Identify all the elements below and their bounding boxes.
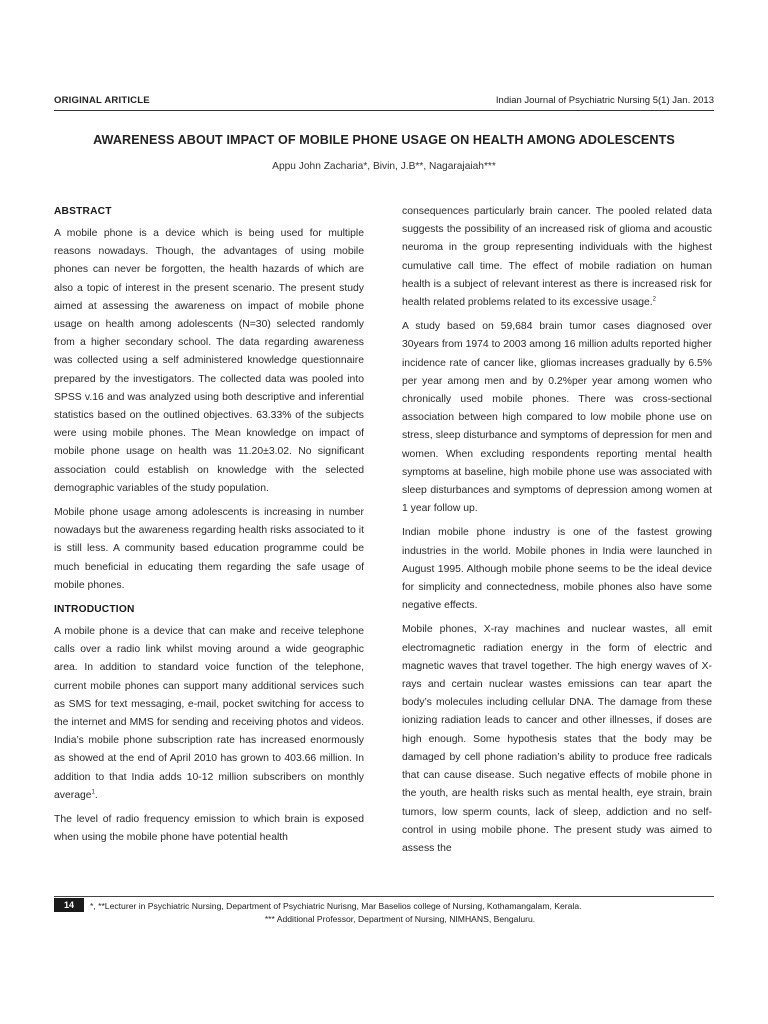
left-column [54,203,364,854]
reference-marker-1: 1 [91,789,95,796]
footer-rule [54,896,714,897]
footnote-affiliation-1: *, **Lecturer in Psychiatric Nursing, Department of Psychiatric Nurisng, Mar Baselios college of Nursing, Kothamangalam, Kerala. [90,901,582,911]
author-list: Appu John Zacharia*, Bivin, J.B**, Nagarajaiah*** [272,161,496,172]
right-paragraph-3: Indian mobile phone industry is one of the fastest growing industries in the world. Mobile phones in India were launched in August 1995. Although mobile phone seems to be the ideal device for simplicity and connectedness, mobile phones also have some negative effects. [402,527,712,612]
introduction-paragraph-2: The level of radio frequency emission to which brain is exposed when using the mobile phone have potential health [54,814,364,844]
right-paragraph-1 [402,203,712,312]
header-rule [54,110,714,111]
abstract-heading: ABSTRACT [54,206,112,217]
page-number: 14 [54,898,84,912]
abstract-paragraph-1: A mobile phone is a device which is being used for multiple reasons nowadays. Though, the advantages of using mobile phones can never be forgotten, the health hazards of which are also a topic of interest in the present scenario. The present study aimed at assessing the awareness on impact of mobile phone usage on health among adolescents (N=30) selected randomly from a higher secondary school. The data regarding awareness was collected using a self administered knowledge questionnaire prepared by the investigators. The collected data was pooled into SPSS v.16 and was analyzed using both descriptive and inferential statistics based on the outlined objectives. 63.33% of the subjects were using mobile phones. The Mean knowledge on impact of mobile phone usage on health was 11.20±3.02. No significant association could establish on knowledge with the selected demographic variables of the study population. [54,228,364,494]
footnote-affiliation-2: *** Additional Professor, Department of Nursing, NIMHANS, Bengaluru. [264,914,536,925]
journal-citation: Indian Journal of Psychiatric Nursing 5(1) Jan. 2013 [495,95,714,106]
reference-marker-2: 2 [652,296,657,303]
right-paragraph-1-text: consequences particularly brain cancer. The pooled related data suggests the possibility of an increased risk of glioma and acoustic neuroma in the group representing individuals with the highest cumulative call time. The effect of mobile radiation on human health is a subject of relevant interest as there is increased risk for health related problems related to its excessive usage. [402,206,712,309]
right-paragraph-4: Mobile phones, X-ray machines and nuclear wastes, all emit electromagnetic radiation energy in the form of electric and magnetic waves that travel together. The high energy waves of X- rays and certain nuclear wastes emissions can tear apart the body’s molecules including cellular DNA. The damage from these ionizing radiation leads to cancer and other illnesses, if doses are high enough. Some hypothesis states that the body may be damaged by cell phone radiation’s ability to produce free radicals that can cause disease. Such negative effects of mobile phone in the youth, are health risks such as mental health, eye strain, brain tumors, low sperm counts, lack of sleep, addiction and no self-control in using mobile phone. The present study was aimed to assess the [402,624,712,854]
footnotes [90,900,710,927]
introduction-paragraph-1-text: A mobile phone is a device that can make and receive telephone calls over a radio link whilst moving around a wide geographic area. In addition to standard voice function of the telephone, current mobile phones can support many additional services such as SMS for text messaging, e-mail, pocket switching for access to the internet and MMS for sending and receiving photos and videos. India’s mobile phone subscription rate has increased enormously as showed at the end of April 2010 has grown to 403.66 million. In addition to that India adds 10-12 million subscribers on monthly average [54,626,364,801]
article-title: AWARENESS ABOUT IMPACT OF MOBILE PHONE USAGE ON HEALTH AMONG ADOLESCENTS [93,133,675,147]
section-label: ORIGINAL ARITICLE [54,95,150,106]
right-paragraph-2: A study based on 59,684 brain tumor cases diagnosed over 30years from 1974 to 2003 among 16 million adults reported higher incidence rate of cancer like, gliomas increases gradually by 6.5% per year among men and by 0.2%per year among women who chronically used mobile phones. There was cross-sectional association between high compared to low mobile phone use on stress, sleep disturbance and symptoms of depression for men and women. When excluding respondents reporting mental health symptoms at baseline, high mobile phone use was associated with sleep disturbances and symptoms of depression among women at 1 year follow up. [402,321,712,515]
right-column [402,203,712,864]
introduction-paragraph-1-end: . [94,789,98,801]
introduction-paragraph-1 [54,623,364,805]
running-head [54,95,714,106]
abstract-paragraph-2: Mobile phone usage among adolescents is increasing in number nowadays but the awareness regarding health risks associated to it is still less. A community based education programme could be much beneficial in educating them regarding the safe usage of mobile phones. [54,507,364,591]
introduction-heading: INTRODUCTION [54,604,135,616]
